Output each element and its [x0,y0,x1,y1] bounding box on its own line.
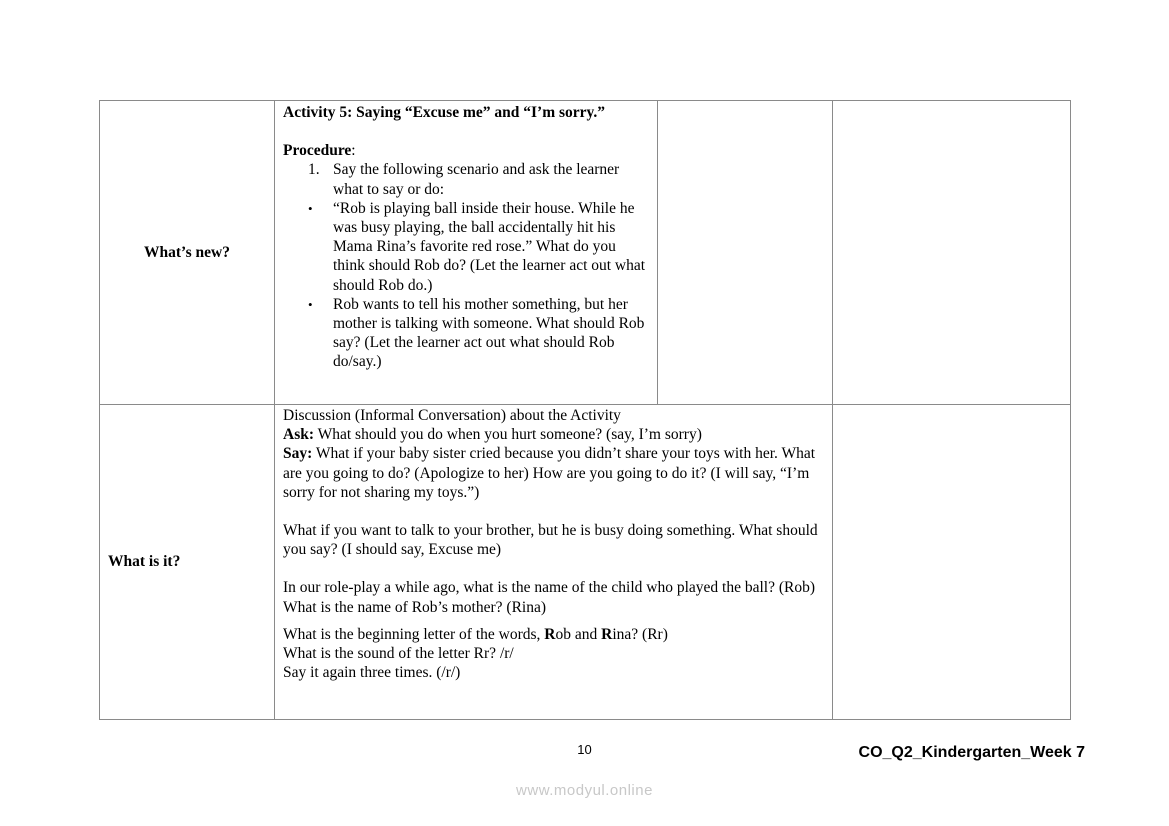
empty-cell [658,101,833,405]
procedure-colon: : [351,142,356,160]
letter-r-rob: R [544,625,556,643]
procedure-heading [283,141,649,160]
empty-cell [833,101,1071,405]
scenario-list [283,199,649,372]
activity-cell [275,101,658,405]
step-number: 1. [308,161,320,179]
bullet-icon: • [308,200,313,216]
letter-question [283,625,824,644]
scenario-text: “Rob is playing ball inside their house. While he was busy playing, the ball accidentally hit his Mama Rina’s favorite red rose.” What do you think should Rob do? (Let the learner act out what should Rob do.) [333,199,646,294]
page-number: 10 [577,742,592,757]
scenario-text: Rob wants to tell his mother something, but her mother is talking with someone. What should Rob say? (Let the learner act out what should Rob do/say.) [333,295,645,371]
scenario-item [283,199,649,295]
bullet-icon: • [308,296,313,312]
brother-question: What if you want to talk to your brother, but he is busy doing something. What should you say? (I should say, Excuse me) [283,522,818,559]
say-text: What if your baby sister cried because you didn’t share your toys with her. What are you going to do? (Apologize to her) How are you going to do it? (I will say, “I’m sorry for not sharing my toys.”) [283,445,816,501]
step-text: Say the following scenario and ask the learner what to say or do: [333,161,620,198]
watermark: www.modyul.online [516,782,653,799]
module-code: CO_Q2_Kindergarten_Week 7 [858,744,1085,761]
lesson-table [99,100,1071,720]
procedure-step [283,160,649,198]
ask-label: Ask: [283,426,315,444]
mother-question: What is the name of Rob’s mother? (Rina) [283,598,547,616]
roleplay-question: In our role-play a while ago, what is the name of the child who played the ball? (Rob) [283,579,816,597]
procedure-label: Procedure [283,142,352,160]
discussion-cell [275,405,833,720]
row-what-is-it [100,405,1071,720]
ask-line [283,425,824,444]
activity-title: Activity 5: Saying “Excuse me” and “I’m sorry.” [283,104,606,121]
row-label-what-is-it: What is it? [100,405,275,720]
empty-cell [833,405,1071,720]
scenario-item [283,295,649,372]
ask-text: What should you do when you hurt someone? (say, I’m sorry) [314,426,702,444]
letter-q-part2: ob and [555,625,602,643]
letter-q-part3: ina? (Rr) [612,625,668,643]
procedure-steps [283,160,649,198]
letter-q-part1: What is the beginning letter of the words, [283,625,545,643]
letter-r-rina: R [601,625,613,643]
repeat-instruction: Say it again three times. (/r/) [283,664,461,682]
row-whats-new [100,101,1071,405]
discussion-intro: Discussion (Informal Conversation) about the Activity [283,407,621,424]
say-line [283,444,824,502]
say-label: Say: [283,445,313,463]
row-label-whats-new: What’s new? [100,101,275,405]
sound-question: What is the sound of the letter Rr? /r/ [283,645,514,663]
